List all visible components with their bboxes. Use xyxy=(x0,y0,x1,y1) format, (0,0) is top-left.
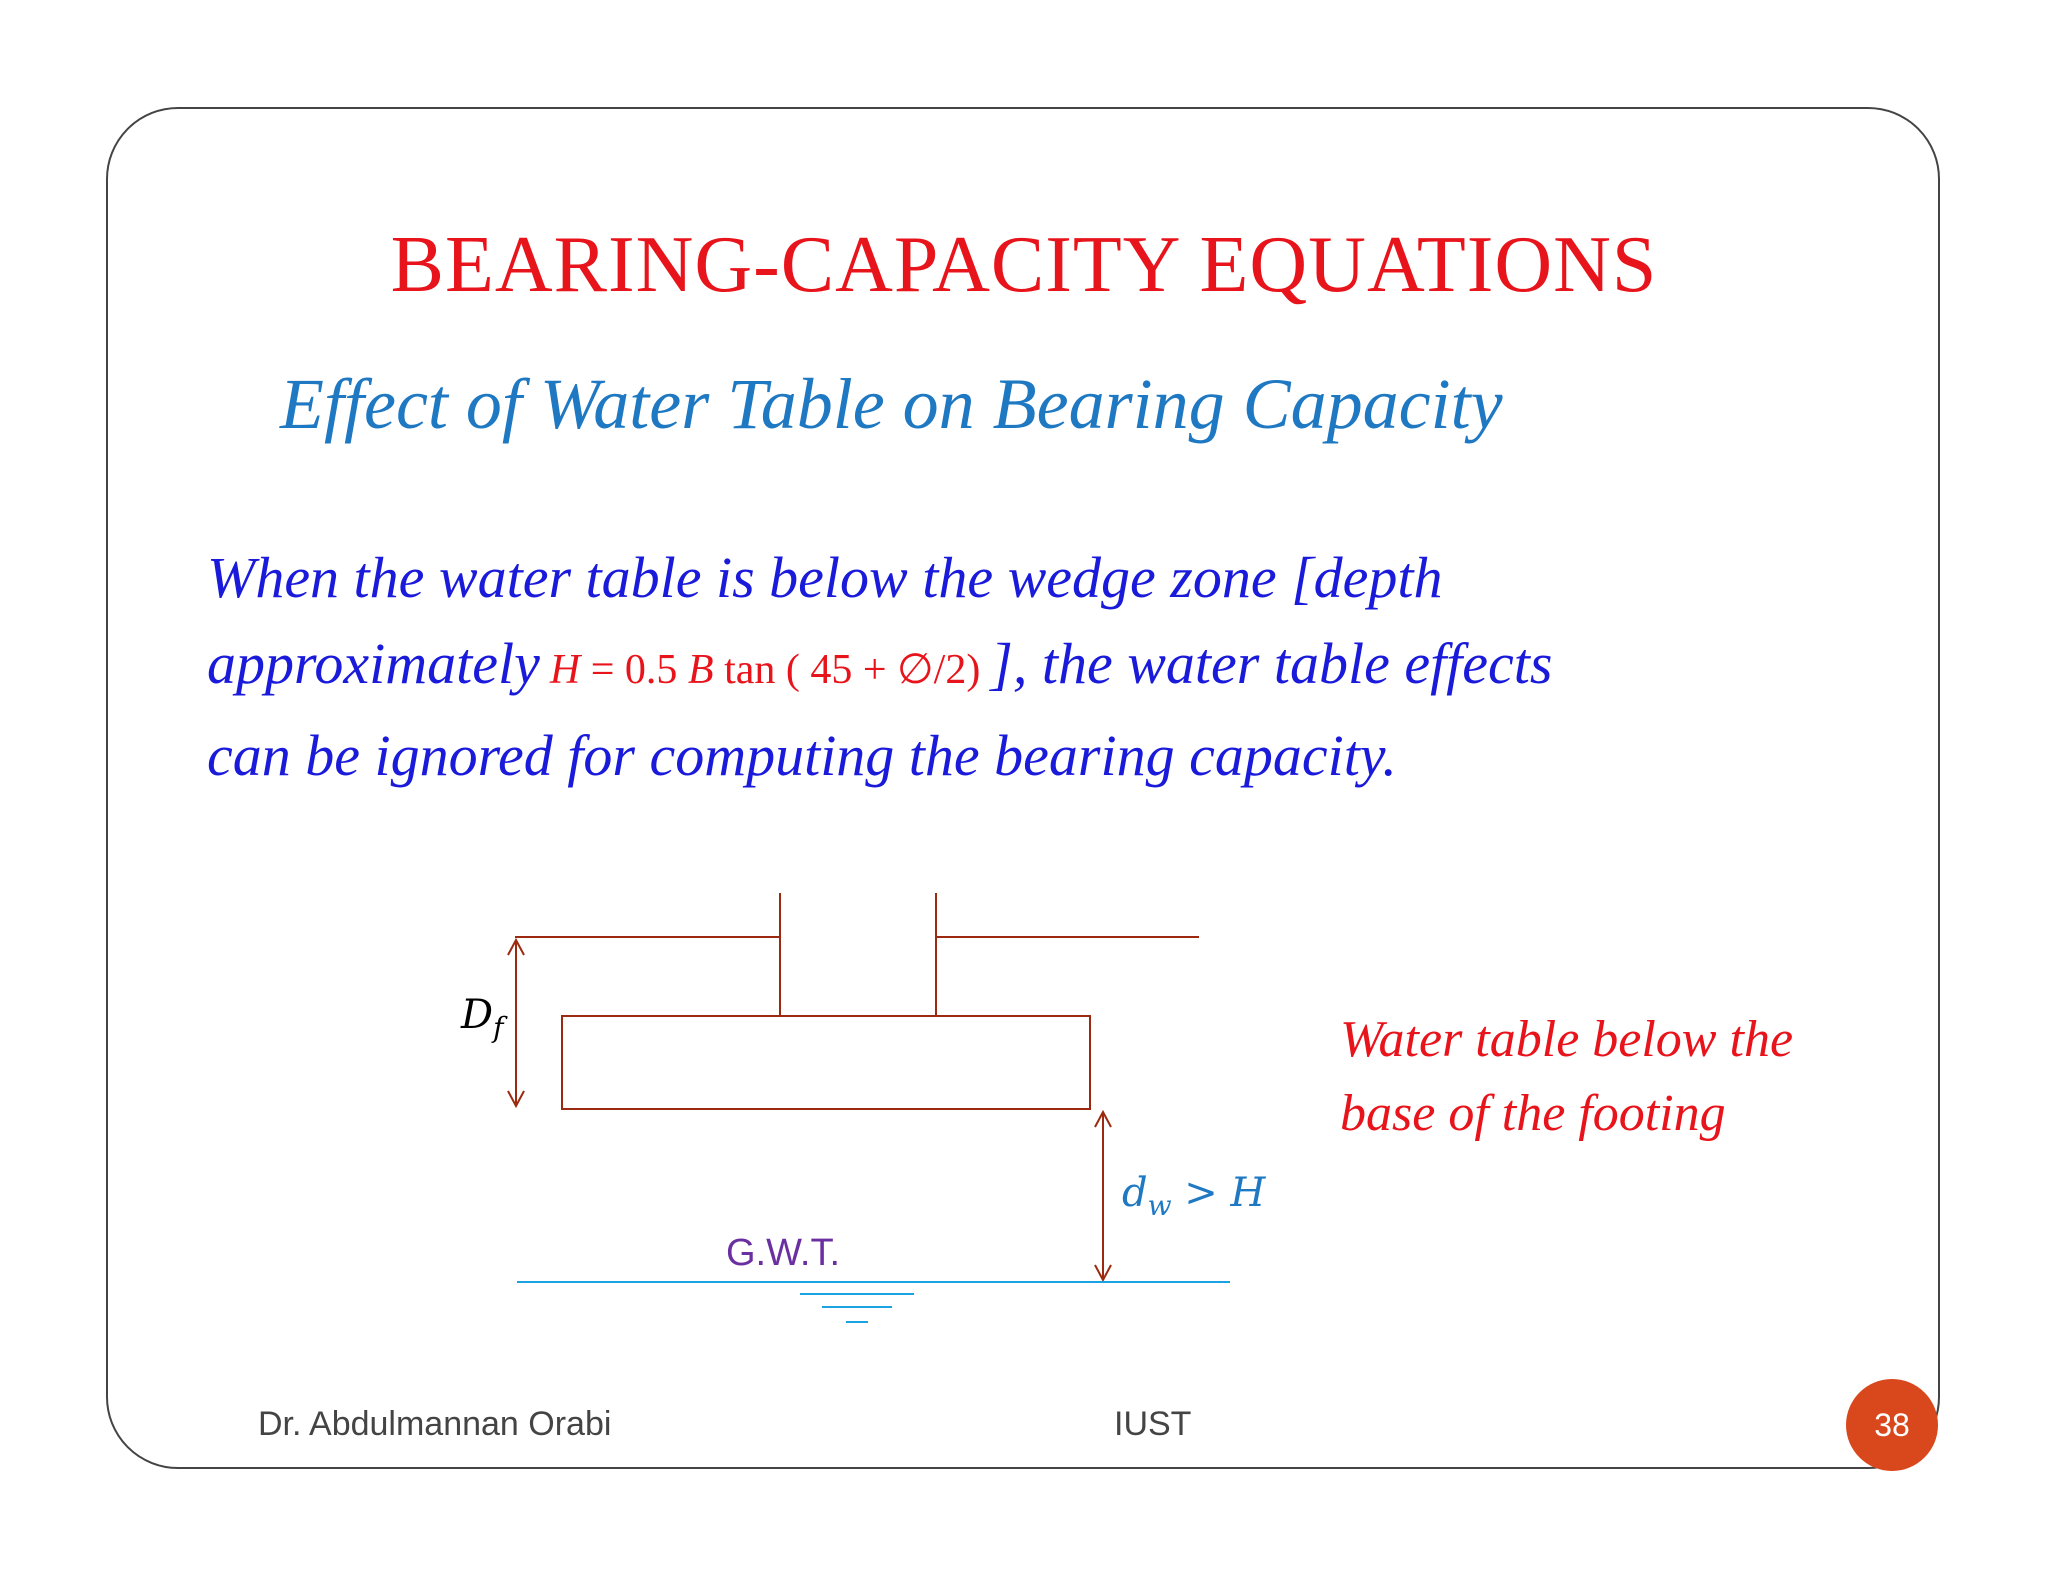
equation-tail: tan ( 45 + ∅/2) xyxy=(713,647,981,693)
footing-base xyxy=(562,1016,1090,1109)
footer-institution: IUST xyxy=(1114,1405,1192,1443)
water-table-note xyxy=(1340,1003,1793,1151)
body-line-3: can be ignored for computing the bearing capacity. xyxy=(207,723,1397,788)
df-label-main: D xyxy=(461,992,494,1038)
dw-label-rest: > H xyxy=(1171,1170,1266,1216)
dw-label-main: d xyxy=(1122,1170,1148,1216)
equation-h: H xyxy=(549,647,581,693)
slide-title: BEARING-CAPACITY EQUATIONS xyxy=(390,221,1658,309)
dw-label-sub: w xyxy=(1147,1189,1172,1222)
equation-b: B xyxy=(687,647,714,693)
body-line-2-start: approximately xyxy=(207,631,540,696)
df-label-sub: f xyxy=(493,1011,504,1044)
equation-mid: = 0.5 xyxy=(580,647,688,693)
body-line-1: When the water table is below the wedge zone [depth xyxy=(207,545,1443,610)
note-line-2: base of the footing xyxy=(1340,1085,1726,1142)
df-label xyxy=(461,992,503,1044)
dw-label xyxy=(1122,1170,1265,1222)
gwt-label: G.W.T. xyxy=(726,1232,840,1274)
slide-subtitle: Effect of Water Table on Bearing Capacity xyxy=(280,364,1503,444)
note-line-1: Water table below the xyxy=(1340,1011,1794,1068)
body-line-2-end: ], the water table effects xyxy=(990,631,1553,696)
page-number-badge: 38 xyxy=(1846,1379,1938,1471)
footer-author: Dr. Abdulmannan Orabi xyxy=(258,1405,612,1443)
